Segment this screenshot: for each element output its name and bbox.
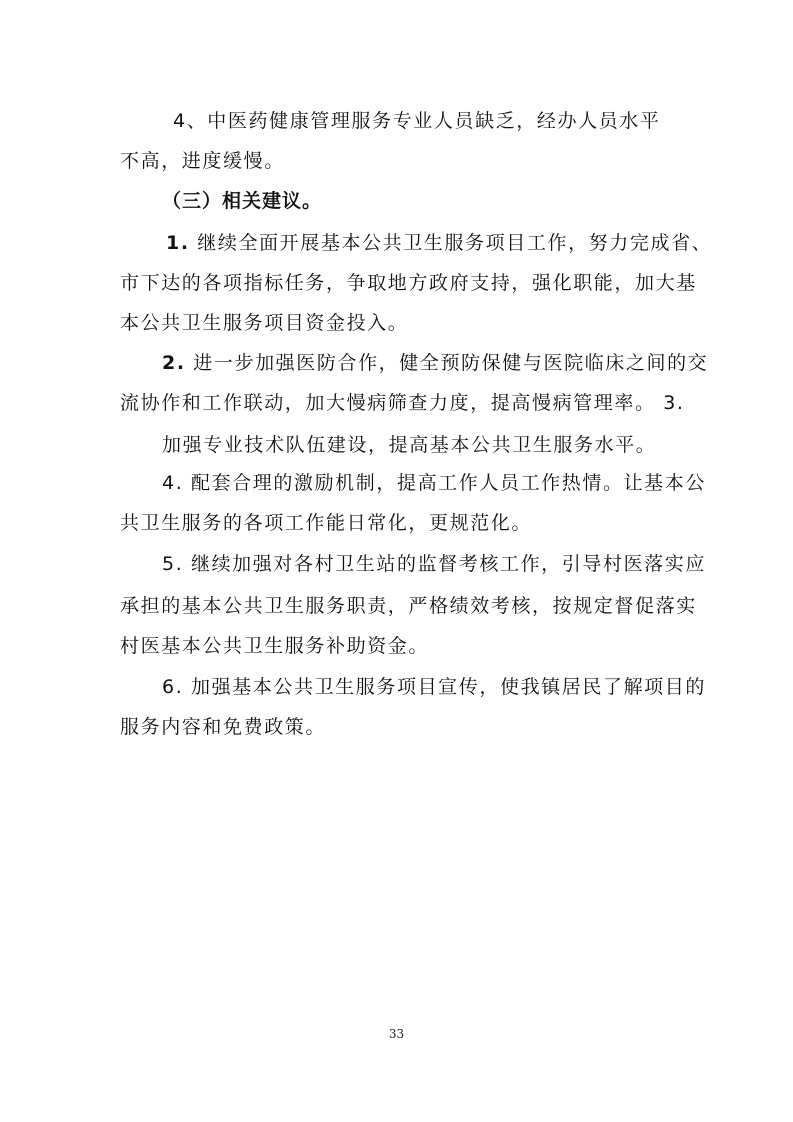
suggestion-2-number: 2. — [162, 352, 186, 374]
suggestion-1-line3: 本公共卫生服务项目资金投入。 — [120, 312, 409, 334]
section-heading: （三）相关建议。 — [162, 190, 323, 212]
suggestion-4-line2: 共卫生服务的各项工作能日常化，更规范化。 — [120, 512, 533, 534]
suggestion-5-line2: 承担的基本公共卫生服务职责，严格绩效考核，按规定督促落实 — [120, 595, 697, 617]
suggestion-4-line1: 4. 配套合理的激励机制，提高工作人员工作热情。让基本公 — [162, 472, 706, 494]
suggestion-5-line3: 村医基本公共卫生服务补助资金。 — [120, 635, 430, 657]
suggestion-2-line1 — [162, 350, 708, 376]
suggestion-5-line1: 5. 继续加强对各村卫生站的监督考核工作，引导村医落实应 — [162, 553, 706, 575]
suggestion-1-line1 — [166, 230, 712, 256]
suggestion-6-line2: 服务内容和免费政策。 — [120, 716, 327, 738]
item4-line1: 4、中医药健康管理服务专业人员缺乏，经办人员水平 — [173, 110, 661, 132]
suggestion-6-line1: 6. 加强基本公共卫生服务项目宣传，使我镇居民了解项目的 — [162, 676, 706, 698]
suggestion-2-text: 进一步加强医防合作，健全预防保健与医院临床之间的交 — [185, 352, 709, 374]
suggestion-3-line: 加强专业技术队伍建设，提高基本公共卫生服务水平。 — [162, 434, 657, 456]
page-number: 33 — [388, 1027, 405, 1041]
suggestion-1-line2: 市下达的各项指标任务，争取地方政府支持，强化职能，加大基 — [120, 272, 697, 294]
item4-line2: 不高，进度缓慢。 — [120, 150, 285, 172]
suggestion-1-number: 1. — [166, 232, 190, 254]
suggestion-2-line2: 流协作和工作联动，加大慢病筛查力度，提高慢病管理率。 3. — [120, 392, 685, 414]
suggestion-1-text: 继续全面开展基本公共卫生服务项目工作，努力完成省、 — [189, 232, 713, 254]
